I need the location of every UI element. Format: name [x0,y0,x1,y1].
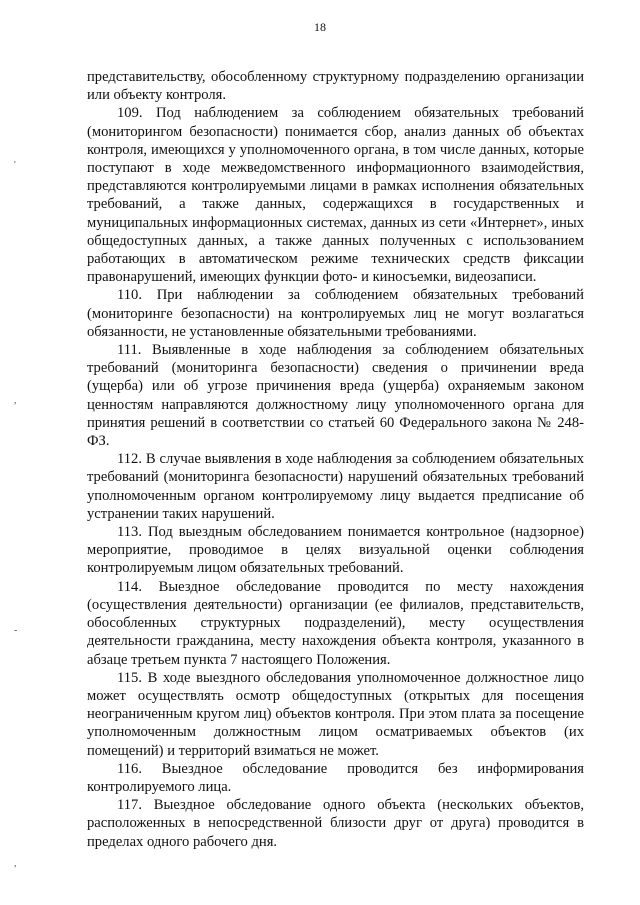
paragraph-continuation: представительству, обособленному структурному подразделению организации или объекту контроля. [87,69,584,104]
margin-mark: - [14,625,18,636]
paragraph-113: 113. Под выездным обследованием понимается контрольное (надзорное) мероприятие, проводимое в целях визуальной оценки соблюдения контролируемым лицом обязательных требований. [87,524,584,577]
paragraph-114: 114. Выездное обследование проводится по месту нахождения (осуществления деятельности) организации (ее филиалов, представительств, обособленных структурных подразделений), месту осуществления деятельности гражданина, месту нахождения объекта контроля, указанного в абзаце третьем пункта 7 настоящего Положения. [87,578,584,668]
paragraph-112: 112. В случае выявления в ходе наблюдения за соблюдением обязательных требований (мониторинга безопасности) нарушений обязательных требований уполномоченным органом контролируемому лицу выдается предписание об устранении таких нарушений. [87,451,584,522]
margin-mark: , [14,858,17,869]
paragraph-111: 111. Выявленные в ходе наблюдения за соблюдением обязательных требований (мониторинга безопасности) сведения о причинении вреда (ущерба) или об угрозе причинения вреда (ущерба) охраняемым законом ценностям направляются должностному лицу уполномоченного органа для принятия решений в соответствии со статьей 60 Федерального закона № 248-ФЗ. [87,342,584,450]
document-body [87,68,584,851]
page-number: 18 [314,20,326,34]
paragraph-110: 110. При наблюдении за соблюдением обязательных требований (мониторинге безопасности) на контролируемых лиц не могут возлагаться обязанности, не установленные обязательными требованиями. [87,287,584,340]
margin-mark: , [14,395,17,406]
paragraph-117: 117. Выездное обследование одного объекта (нескольких объектов, расположенных в непосредственной близости друг от друга) проводится в пределах одного рабочего дня. [87,797,584,850]
paragraph-115: 115. В ходе выездного обследования уполномоченное должностное лицо может осуществлять осмотр общедоступных (открытых для посещения неограниченным кругом лиц) объектов контроля. При этом плата за посещение уполномоченным должностным лицом осматриваемых объектов (их помещений) и территорий взиматься не может. [87,669,584,759]
paragraph-116: 116. Выездное обследование проводится без информирования контролируемого лица. [87,760,584,795]
paragraph-109: 109. Под наблюдением за соблюдением обязательных требований (мониторингом безопасности) понимается сбор, анализ данных об объектах контроля, имеющихся у уполномоченного органа, в том числе данных, которые поступают в ходе межведомственного информационного взаимодействия, представляются контролируемыми лицами в рамках исполнения обязательных требований, а также данных, содержащихся в государственных и муниципальных информационных системах, данных из сети «Интернет», иных общедоступных данных, а также данных полученных с использованием работающих в автоматическом режиме технических средств фиксации правонарушений, имеющих функции фото- и киносъемки, видеозаписи. [87,105,584,286]
margin-mark: ' [14,160,16,171]
